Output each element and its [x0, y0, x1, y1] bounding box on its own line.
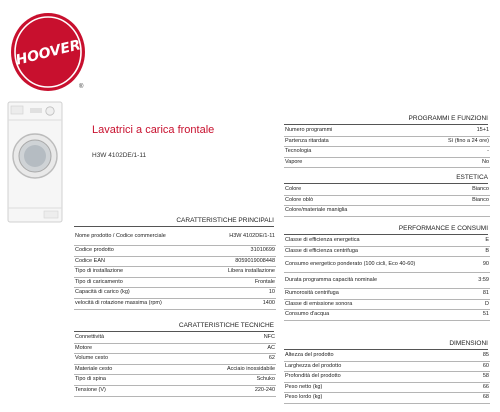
washing-machine-image — [6, 100, 64, 224]
dimension-specs-table — [284, 351, 490, 404]
spec-label: velocità di rotazione massima (rpm) — [74, 298, 196, 309]
spec-label: Codice EAN — [74, 256, 196, 267]
spec-value — [420, 206, 490, 217]
spec-value: E — [420, 236, 490, 246]
spec-label: Tipo di caricamento — [74, 277, 196, 288]
table-row — [284, 382, 490, 393]
program-specs-table — [284, 126, 490, 168]
spec-label: Classe di efficienza centrifuga — [284, 246, 420, 257]
spec-value: 68 — [420, 393, 490, 404]
spec-label: Numero programmi — [284, 126, 420, 136]
table-row — [74, 385, 276, 396]
spec-value: Bianco — [420, 185, 490, 195]
spec-value: 10 — [196, 288, 276, 299]
spec-value: 60 — [420, 361, 490, 372]
spec-label: Tipo di spina — [74, 375, 196, 386]
section-main-heading: CARATTERISTICHE PRINCIPALI — [74, 217, 274, 227]
spec-label: Consumo d'acqua — [284, 310, 420, 321]
spec-value: 81 — [420, 289, 490, 300]
table-row — [74, 228, 276, 246]
spec-value: 85 — [420, 351, 490, 361]
spec-label: Connettività — [74, 333, 196, 343]
table-row — [74, 277, 276, 288]
hoover-logo — [8, 10, 88, 94]
spec-label: Vapore — [284, 157, 420, 168]
technical-specs-table — [74, 333, 276, 397]
spec-value: D — [420, 299, 490, 310]
table-row — [284, 195, 490, 206]
spec-label: Larghezza del prodotto — [284, 361, 420, 372]
spec-label: Capacità di carico (kg) — [74, 288, 196, 299]
table-row — [284, 147, 490, 158]
logo-wordmark: HOOVER — [14, 37, 83, 69]
main-specs-table — [74, 228, 276, 310]
spec-value: 31010699 — [196, 246, 276, 257]
spec-label: Motore — [74, 343, 196, 354]
table-row — [284, 351, 490, 361]
spec-value: NFC — [196, 333, 276, 343]
spec-value: - — [420, 147, 490, 158]
spec-label: Partenza ritardata — [284, 136, 420, 147]
table-row — [74, 375, 276, 386]
spec-label: Classe di efficienza energetica — [284, 236, 420, 246]
table-row — [74, 298, 276, 309]
spec-value: 90 — [420, 257, 490, 273]
table-row — [74, 246, 276, 257]
spec-label: Durata programma capacità nominale — [284, 273, 420, 289]
spec-value: Sì (fino a 24 ore) — [420, 136, 490, 147]
spec-label: Colore — [284, 185, 420, 195]
spec-value: 3:59 — [420, 273, 490, 289]
spec-label: Volume cesto — [74, 354, 196, 365]
spec-value: 66 — [420, 382, 490, 393]
spec-value: Libera installazione — [196, 267, 276, 278]
category-title: Lavatrici a carica frontale — [92, 124, 215, 136]
spec-label: Colore oblò — [284, 195, 420, 206]
spec-label: Consumo energetico ponderato (100 cicli, Eco 40-60) — [284, 257, 420, 273]
spec-label: Rumorosità centrifuga — [284, 289, 420, 300]
registered-mark: ® — [79, 84, 84, 90]
table-row — [74, 333, 276, 343]
table-row — [284, 236, 490, 246]
model-code: H3W 4102DE/1-11 — [92, 152, 147, 159]
table-row — [74, 267, 276, 278]
spec-label: Materiale cesto — [74, 364, 196, 375]
table-row — [284, 246, 490, 257]
spec-label: Classe di emissione sonora — [284, 299, 420, 310]
table-row — [74, 256, 276, 267]
section-programs-heading: PROGRAMMI E FUNZIONI — [284, 115, 488, 125]
table-row — [284, 206, 490, 217]
spec-label: Tensione (V) — [74, 385, 196, 396]
spec-value: No — [420, 157, 490, 168]
table-row — [74, 343, 276, 354]
spec-value: Frontale — [196, 277, 276, 288]
table-row — [284, 157, 490, 168]
spec-label: Peso netto (kg) — [284, 382, 420, 393]
spec-value: AC — [196, 343, 276, 354]
table-row — [284, 185, 490, 195]
spec-value: H3W 4102DE/1-11 — [196, 228, 276, 246]
table-row — [284, 393, 490, 404]
section-dimensions-heading: DIMENSIONI — [284, 340, 488, 350]
spec-label: Codice prodotto — [74, 246, 196, 257]
table-row — [284, 136, 490, 147]
table-row — [284, 310, 490, 321]
table-row — [74, 354, 276, 365]
spec-label: Tecnologia — [284, 147, 420, 158]
spec-label: Peso lordo (kg) — [284, 393, 420, 404]
table-row — [284, 361, 490, 372]
table-row — [74, 288, 276, 299]
spec-value: 62 — [196, 354, 276, 365]
spec-value: 58 — [420, 372, 490, 383]
table-row — [74, 364, 276, 375]
section-performance-heading: PERFORMANCE E CONSUMI — [284, 225, 488, 235]
performance-specs-table — [284, 236, 490, 321]
spec-value: 15+1 — [420, 126, 490, 136]
aesthetic-specs-table — [284, 185, 490, 217]
spec-label: Colore/materiale maniglia — [284, 206, 420, 217]
spec-label: Tipo di installazione — [74, 267, 196, 278]
section-aesthetics-heading: ESTETICA — [284, 174, 488, 184]
table-row — [284, 289, 490, 300]
spec-label: Altezza del prodotto — [284, 351, 420, 361]
section-technical-heading: CARATTERISTICHE TECNICHE — [74, 322, 274, 332]
spec-value: 1400 — [196, 298, 276, 309]
spec-label: Profondità del prodotto — [284, 372, 420, 383]
spec-value: Schuko — [196, 375, 276, 386]
spec-value: B — [420, 246, 490, 257]
spec-value: 220-240 — [196, 385, 276, 396]
spec-label: Nome prodotto / Codice commerciale — [74, 228, 196, 246]
spec-value: 51 — [420, 310, 490, 321]
spec-value: 8059019008448 — [196, 256, 276, 267]
spec-value: Bianco — [420, 195, 490, 206]
table-row — [284, 273, 490, 289]
table-row — [284, 257, 490, 273]
table-row — [284, 299, 490, 310]
table-row — [284, 126, 490, 136]
table-row — [284, 372, 490, 383]
spec-value: Acciaio inossidabile — [196, 364, 276, 375]
